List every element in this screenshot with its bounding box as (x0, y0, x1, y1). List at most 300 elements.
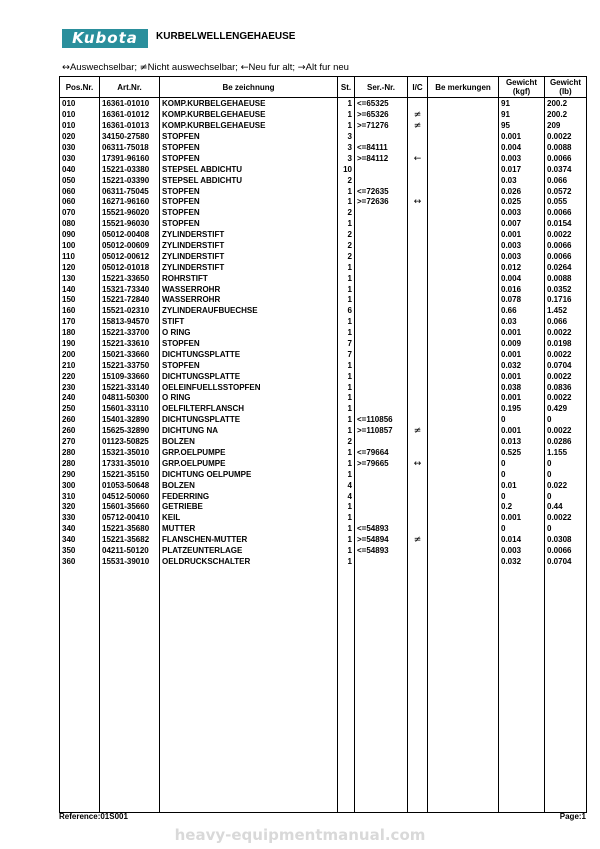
table-row (60, 306, 587, 317)
cell-art-nr: 04211-50120 (100, 546, 160, 557)
cell-weight-kgf: 0.001 (499, 230, 545, 241)
cell-art-nr: 01123-50825 (100, 437, 160, 448)
parts-table (59, 76, 587, 813)
cell-weight-lb: 0.0022 (545, 230, 587, 241)
cell-art-nr: 15221-03390 (100, 175, 160, 186)
cell-pos: 130 (60, 273, 100, 284)
cell-ser-nr: <=110856 (355, 415, 408, 426)
cell-ser-nr: <=79664 (355, 448, 408, 459)
cell-weight-kgf: 0.017 (499, 164, 545, 175)
cell-weight-kgf: 0.195 (499, 404, 545, 415)
cell-ser-nr (355, 251, 408, 262)
cell-bezeichnung: GRP.OELPUMPE (160, 448, 338, 459)
cell-weight-lb: 0.0066 (545, 546, 587, 557)
cell-weight-lb: 0.0352 (545, 284, 587, 295)
cell-weight-kgf: 0.078 (499, 295, 545, 306)
cell-art-nr: 15221-35680 (100, 524, 160, 535)
cell-weight-kgf: 0.014 (499, 535, 545, 546)
cell-st: 1 (338, 284, 355, 295)
cell-weight-kgf: 0.032 (499, 556, 545, 567)
cell-ser-nr (355, 339, 408, 350)
cell-weight-kgf: 0.003 (499, 241, 545, 252)
cell-weight-lb: 0.0022 (545, 328, 587, 339)
cell-bemerkungen (428, 230, 499, 241)
cell-weight-lb: 0.429 (545, 404, 587, 415)
cell-st: 1 (338, 535, 355, 546)
cell-pos: 230 (60, 382, 100, 393)
cell-bezeichnung: STOPFEN (160, 208, 338, 219)
cell-bezeichnung: GETRIEBE (160, 502, 338, 513)
table-row (60, 382, 587, 393)
cell-art-nr: 06311-75045 (100, 186, 160, 197)
cell-pos: 300 (60, 480, 100, 491)
cell-st: 1 (338, 448, 355, 459)
cell-weight-kgf: 0 (499, 469, 545, 480)
cell-pos: 060 (60, 186, 100, 197)
cell-st: 1 (338, 197, 355, 208)
cell-weight-kgf: 0.03 (499, 317, 545, 328)
cell-ic (408, 556, 428, 567)
page-number: Page:1 (559, 812, 586, 821)
cell-pos: 110 (60, 251, 100, 262)
table-row (60, 175, 587, 186)
cell-ser-nr (355, 241, 408, 252)
cell-ic: ≠ (408, 426, 428, 437)
table-row (60, 241, 587, 252)
cell-ser-nr (355, 317, 408, 328)
cell-weight-kgf: 0.012 (499, 262, 545, 273)
cell-weight-kgf: 0.01 (499, 480, 545, 491)
cell-bemerkungen (428, 164, 499, 175)
cell-art-nr: 17391-96160 (100, 153, 160, 164)
cell-ser-nr: <=54893 (355, 524, 408, 535)
cell-bemerkungen (428, 306, 499, 317)
cell-pos: 360 (60, 556, 100, 567)
cell-bezeichnung: FEDERRING (160, 491, 338, 502)
cell-bezeichnung: WASSERROHR (160, 284, 338, 295)
table-row (60, 273, 587, 284)
cell-st: 1 (338, 458, 355, 469)
cell-weight-kgf: 0.007 (499, 219, 545, 230)
cell-weight-lb: 0.0572 (545, 186, 587, 197)
table-row (60, 98, 587, 110)
table-row (60, 491, 587, 502)
col-header-bezeichnung: Be zeichnung (160, 77, 338, 98)
col-header-art: Art.Nr. (100, 77, 160, 98)
cell-art-nr: 16271-96160 (100, 197, 160, 208)
cell-bemerkungen (428, 284, 499, 295)
cell-weight-kgf: 0 (499, 491, 545, 502)
cell-ic (408, 98, 428, 110)
cell-art-nr: 06311-75018 (100, 143, 160, 154)
cell-ic (408, 448, 428, 459)
cell-weight-lb: 0.0704 (545, 360, 587, 371)
cell-bemerkungen (428, 262, 499, 273)
table-row (60, 121, 587, 132)
cell-weight-lb: 0.0022 (545, 371, 587, 382)
cell-ser-nr (355, 404, 408, 415)
cell-ic: ↔ (408, 458, 428, 469)
cell-ser-nr (355, 556, 408, 567)
cell-st: 1 (338, 262, 355, 273)
cell-st: 10 (338, 164, 355, 175)
cell-bezeichnung: STEPSEL ABDICHTU (160, 175, 338, 186)
cell-bezeichnung: BOLZEN (160, 437, 338, 448)
cell-bezeichnung: ROHRSTIFT (160, 273, 338, 284)
cell-pos: 040 (60, 164, 100, 175)
cell-weight-kgf: 0.001 (499, 132, 545, 143)
cell-weight-kgf: 0 (499, 524, 545, 535)
cell-art-nr: 04811-50300 (100, 393, 160, 404)
cell-art-nr: 15521-96020 (100, 208, 160, 219)
table-row (60, 339, 587, 350)
cell-ser-nr (355, 371, 408, 382)
cell-weight-lb: 200.2 (545, 98, 587, 110)
cell-ser-nr (355, 480, 408, 491)
cell-ic (408, 186, 428, 197)
cell-weight-kgf: 0.025 (499, 197, 545, 208)
cell-st: 4 (338, 491, 355, 502)
table-row (60, 393, 587, 404)
table-row (60, 208, 587, 219)
cell-bemerkungen (428, 241, 499, 252)
cell-st: 2 (338, 175, 355, 186)
cell-bezeichnung: DICHTUNG NA (160, 426, 338, 437)
table-row (60, 469, 587, 480)
cell-pos: 150 (60, 295, 100, 306)
cell-weight-lb: 0.0088 (545, 143, 587, 154)
cell-art-nr: 15521-96030 (100, 219, 160, 230)
cell-ser-nr: <=84111 (355, 143, 408, 154)
cell-ser-nr: >=54894 (355, 535, 408, 546)
legend-label: Nicht auswechselbar; (147, 62, 238, 73)
cell-weight-kgf: 0 (499, 415, 545, 426)
cell-bemerkungen (428, 143, 499, 154)
table-row (60, 480, 587, 491)
cell-bezeichnung: OELEINFUELLSSTOPFEN (160, 382, 338, 393)
cell-bezeichnung: STOPFEN (160, 339, 338, 350)
cell-art-nr: 16361-01012 (100, 110, 160, 121)
legend-label: Auswechselbar; (69, 62, 138, 73)
cell-weight-kgf: 0.026 (499, 186, 545, 197)
cell-ic (408, 415, 428, 426)
cell-bemerkungen (428, 175, 499, 186)
cell-pos: 010 (60, 98, 100, 110)
cell-art-nr: 15221-03380 (100, 164, 160, 175)
cell-ser-nr (355, 230, 408, 241)
cell-bemerkungen (428, 153, 499, 164)
table-row (60, 262, 587, 273)
cell-ser-nr (355, 360, 408, 371)
cell-st: 1 (338, 393, 355, 404)
cell-bemerkungen (428, 437, 499, 448)
cell-pos: 020 (60, 132, 100, 143)
cell-ic (408, 317, 428, 328)
cell-st: 1 (338, 98, 355, 110)
cell-weight-kgf: 0.032 (499, 360, 545, 371)
cell-st: 4 (338, 480, 355, 491)
table-row (60, 328, 587, 339)
table-row (60, 349, 587, 360)
cell-ser-nr (355, 273, 408, 284)
cell-st: 1 (338, 524, 355, 535)
cell-bezeichnung: KOMP.KURBELGEHAEUSE (160, 121, 338, 132)
cell-bemerkungen (428, 339, 499, 350)
cell-st: 1 (338, 415, 355, 426)
cell-bemerkungen (428, 404, 499, 415)
cell-bemerkungen (428, 426, 499, 437)
cell-bemerkungen (428, 295, 499, 306)
cell-pos: 120 (60, 262, 100, 273)
cell-bezeichnung: DICHTUNGSPLATTE (160, 415, 338, 426)
cell-bemerkungen (428, 458, 499, 469)
legend-label: Alt fur neu (305, 62, 349, 73)
cell-weight-lb: 0.44 (545, 502, 587, 513)
cell-bemerkungen (428, 469, 499, 480)
cell-ic (408, 349, 428, 360)
cell-bemerkungen (428, 371, 499, 382)
cell-bezeichnung: PLATZEUNTERLAGE (160, 546, 338, 557)
right-arrow-icon: → (297, 62, 306, 73)
cell-ser-nr: >=65326 (355, 110, 408, 121)
table-row (60, 132, 587, 143)
cell-art-nr: 34150-27580 (100, 132, 160, 143)
cell-art-nr: 05012-00612 (100, 251, 160, 262)
col-header-st: St. (338, 77, 355, 98)
cell-st: 1 (338, 502, 355, 513)
cell-art-nr: 15601-33110 (100, 404, 160, 415)
cell-art-nr: 15521-02310 (100, 306, 160, 317)
cell-bezeichnung: KOMP.KURBELGEHAEUSE (160, 98, 338, 110)
cell-pos: 340 (60, 524, 100, 535)
cell-bezeichnung: STIFT (160, 317, 338, 328)
cell-st: 1 (338, 295, 355, 306)
cell-st: 7 (338, 339, 355, 350)
cell-bemerkungen (428, 546, 499, 557)
cell-ic (408, 546, 428, 557)
cell-ic (408, 295, 428, 306)
cell-ser-nr (355, 469, 408, 480)
cell-bemerkungen (428, 251, 499, 262)
cell-art-nr: 15221-33650 (100, 273, 160, 284)
cell-weight-lb: 0 (545, 415, 587, 426)
cell-art-nr: 17331-35010 (100, 458, 160, 469)
cell-pos: 200 (60, 349, 100, 360)
cell-bemerkungen (428, 393, 499, 404)
cell-ic (408, 273, 428, 284)
cell-weight-kgf: 0.03 (499, 175, 545, 186)
cell-art-nr: 15531-39010 (100, 556, 160, 567)
cell-ic (408, 328, 428, 339)
cell-ic (408, 143, 428, 154)
cell-ic (408, 393, 428, 404)
blank-cell (499, 567, 545, 813)
cell-ic: ← (408, 153, 428, 164)
table-row (60, 197, 587, 208)
cell-art-nr: 15221-33610 (100, 339, 160, 350)
cell-weight-lb: 0.0264 (545, 262, 587, 273)
cell-weight-lb: 0 (545, 469, 587, 480)
cell-ser-nr: >=72636 (355, 197, 408, 208)
cell-weight-lb: 209 (545, 121, 587, 132)
table-row (60, 143, 587, 154)
cell-bemerkungen (428, 121, 499, 132)
cell-st: 1 (338, 273, 355, 284)
cell-pos: 050 (60, 175, 100, 186)
cell-ser-nr (355, 491, 408, 502)
cell-ic (408, 513, 428, 524)
cell-weight-lb: 0.0704 (545, 556, 587, 567)
cell-weight-lb: 0.066 (545, 175, 587, 186)
cell-weight-kgf: 91 (499, 98, 545, 110)
blank-cell (355, 567, 408, 813)
cell-bezeichnung: STOPFEN (160, 360, 338, 371)
cell-st: 3 (338, 153, 355, 164)
symbol-legend (62, 62, 349, 73)
cell-weight-kgf: 0.009 (499, 339, 545, 350)
cell-weight-kgf: 0.016 (499, 284, 545, 295)
cell-st: 2 (338, 241, 355, 252)
col-header-ic: I/C (408, 77, 428, 98)
cell-pos: 250 (60, 404, 100, 415)
reference-label: Reference:01S001 (59, 812, 128, 821)
table-row (60, 230, 587, 241)
cell-pos: 240 (60, 393, 100, 404)
cell-weight-kgf: 0.001 (499, 426, 545, 437)
cell-art-nr: 15321-73340 (100, 284, 160, 295)
cell-ser-nr (355, 328, 408, 339)
cell-weight-lb: 0.0374 (545, 164, 587, 175)
cell-st: 2 (338, 251, 355, 262)
cell-st: 1 (338, 469, 355, 480)
not-equal-icon: ≠ (139, 62, 148, 73)
cell-ser-nr (355, 502, 408, 513)
cell-art-nr: 15401-32890 (100, 415, 160, 426)
cell-ic (408, 164, 428, 175)
cell-weight-lb: 0.022 (545, 480, 587, 491)
cell-ic (408, 339, 428, 350)
col-header-lb: Gewicht (lb) (545, 77, 587, 98)
blank-cell (428, 567, 499, 813)
cell-weight-lb: 0.066 (545, 317, 587, 328)
cell-st: 1 (338, 110, 355, 121)
cell-weight-kgf: 0.003 (499, 153, 545, 164)
cell-weight-lb: 0.0022 (545, 349, 587, 360)
table-row (60, 458, 587, 469)
cell-pos: 190 (60, 339, 100, 350)
cell-weight-kgf: 91 (499, 110, 545, 121)
cell-ser-nr (355, 262, 408, 273)
cell-ic (408, 480, 428, 491)
cell-st: 1 (338, 371, 355, 382)
cell-weight-lb: 0.0154 (545, 219, 587, 230)
cell-ic (408, 469, 428, 480)
cell-art-nr: 16361-01010 (100, 98, 160, 110)
cell-weight-lb: 0.0066 (545, 241, 587, 252)
cell-pos: 260 (60, 415, 100, 426)
cell-weight-lb: 0.0022 (545, 513, 587, 524)
cell-ser-nr (355, 175, 408, 186)
cell-bezeichnung: FLANSCHEN-MUTTER (160, 535, 338, 546)
cell-st: 1 (338, 328, 355, 339)
cell-weight-lb: 0.0022 (545, 393, 587, 404)
cell-art-nr: 01053-50648 (100, 480, 160, 491)
cell-st: 3 (338, 132, 355, 143)
cell-pos: 080 (60, 219, 100, 230)
cell-st: 2 (338, 230, 355, 241)
cell-ic (408, 284, 428, 295)
cell-pos: 060 (60, 197, 100, 208)
cell-st: 3 (338, 143, 355, 154)
cell-pos: 280 (60, 458, 100, 469)
cell-ic (408, 524, 428, 535)
cell-bezeichnung: DICHTUNGSPLATTE (160, 371, 338, 382)
cell-weight-lb: 0.0198 (545, 339, 587, 350)
cell-ser-nr (355, 382, 408, 393)
table-row (60, 524, 587, 535)
cell-bemerkungen (428, 349, 499, 360)
blank-cell (545, 567, 587, 813)
table-row (60, 186, 587, 197)
cell-weight-lb: 0.0066 (545, 251, 587, 262)
cell-weight-lb: 0 (545, 491, 587, 502)
cell-ser-nr (355, 284, 408, 295)
cell-st: 1 (338, 556, 355, 567)
cell-bezeichnung: O RING (160, 328, 338, 339)
cell-st: 1 (338, 404, 355, 415)
table-row (60, 437, 587, 448)
blank-cell (60, 567, 100, 813)
cell-bezeichnung: STOPFEN (160, 153, 338, 164)
cell-pos: 170 (60, 317, 100, 328)
cell-ser-nr (355, 132, 408, 143)
cell-st: 2 (338, 437, 355, 448)
cell-st: 2 (338, 208, 355, 219)
cell-ic (408, 404, 428, 415)
cell-bezeichnung: OELDRUCKSCHALTER (160, 556, 338, 567)
cell-art-nr: 05012-00609 (100, 241, 160, 252)
cell-st: 6 (338, 306, 355, 317)
kubota-logo: Kubota (62, 29, 148, 48)
col-header-bemerkungen: Be merkungen (428, 77, 499, 98)
table-row (60, 546, 587, 557)
cell-st: 1 (338, 546, 355, 557)
cell-weight-kgf: 0.013 (499, 437, 545, 448)
cell-ic (408, 208, 428, 219)
cell-ser-nr (355, 349, 408, 360)
cell-weight-lb: 0.0066 (545, 208, 587, 219)
cell-weight-kgf: 0.003 (499, 546, 545, 557)
cell-bemerkungen (428, 328, 499, 339)
cell-pos: 340 (60, 535, 100, 546)
cell-weight-lb: 0.0022 (545, 132, 587, 143)
blank-cell (100, 567, 160, 813)
cell-pos: 030 (60, 143, 100, 154)
cell-bemerkungen (428, 502, 499, 513)
cell-bemerkungen (428, 524, 499, 535)
cell-bezeichnung: KEIL (160, 513, 338, 524)
cell-weight-kgf: 0.001 (499, 371, 545, 382)
cell-weight-kgf: 0.003 (499, 251, 545, 262)
table-row (60, 251, 587, 262)
cell-weight-lb: 0.055 (545, 197, 587, 208)
cell-ic (408, 219, 428, 230)
cell-pos: 070 (60, 208, 100, 219)
cell-weight-kgf: 0.004 (499, 273, 545, 284)
cell-st: 1 (338, 317, 355, 328)
cell-weight-kgf: 0.001 (499, 328, 545, 339)
table-row (60, 153, 587, 164)
